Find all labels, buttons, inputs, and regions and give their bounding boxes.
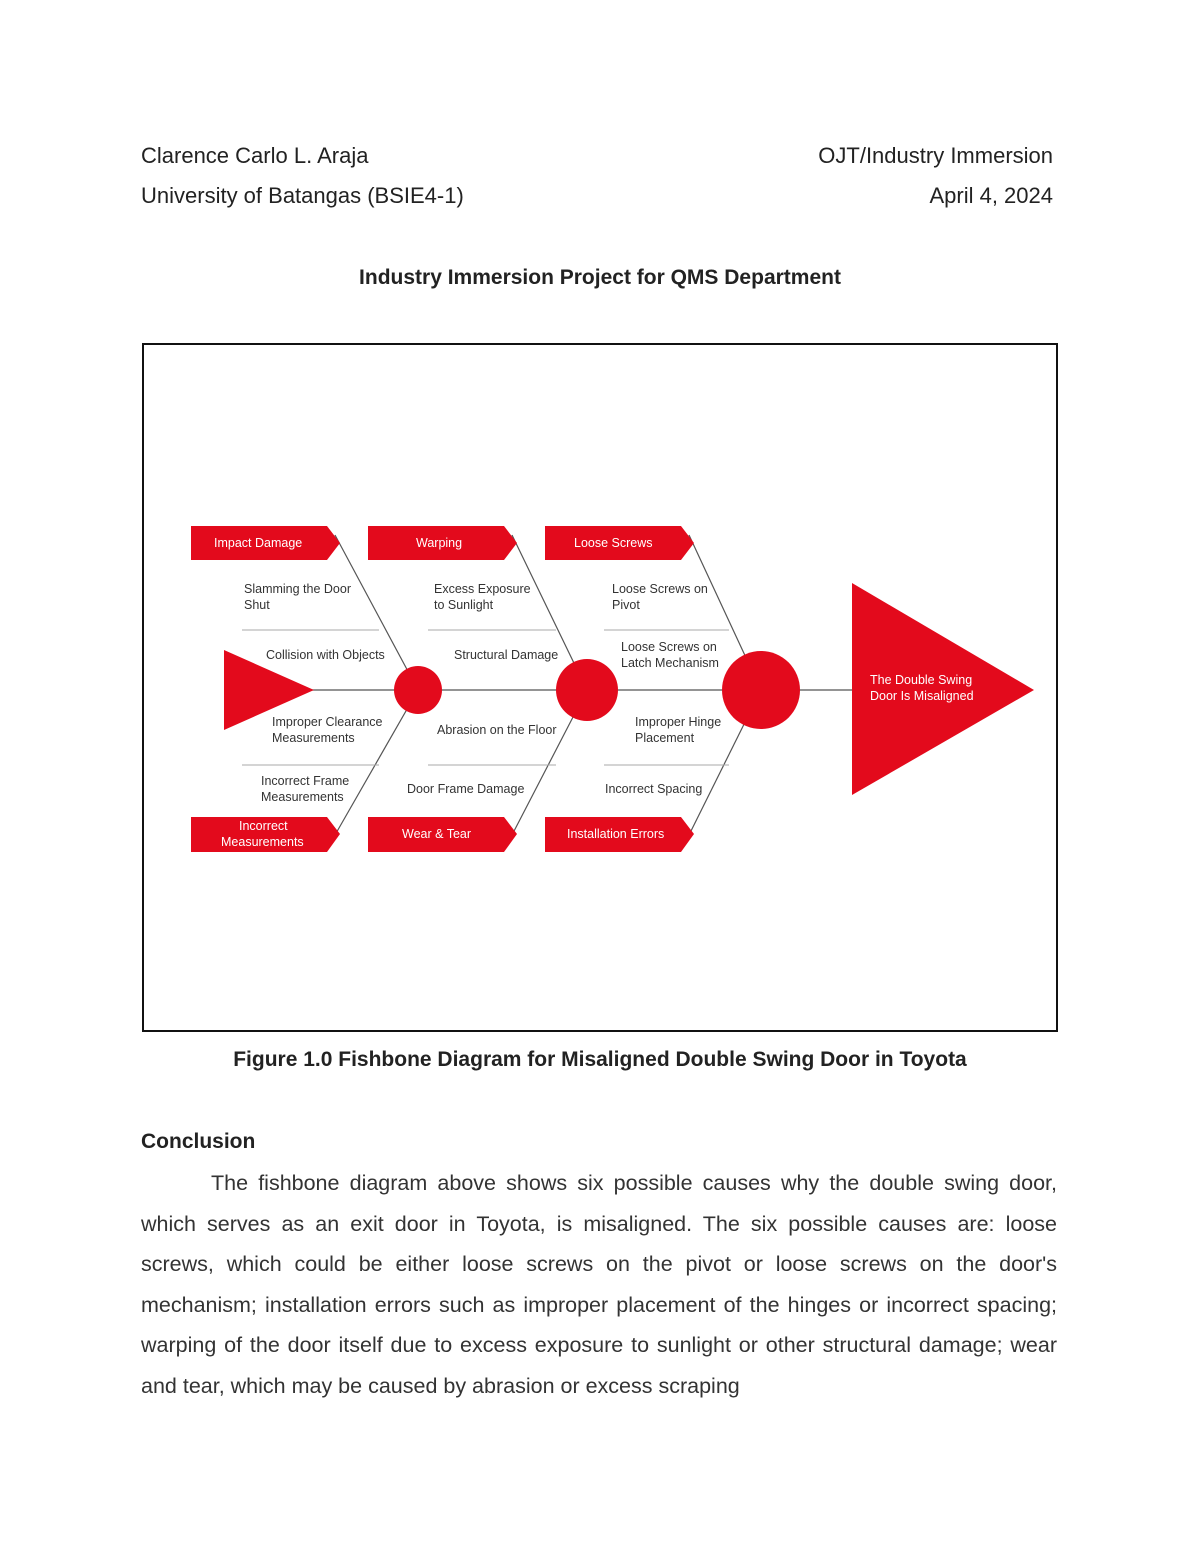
cause-label: Incorrect Spacing xyxy=(605,782,703,796)
cause-label: Loose Screws on xyxy=(621,640,717,654)
cause-label: Placement xyxy=(635,731,695,745)
figure-caption: Figure 1.0 Fishbone Diagram for Misaligned Double Swing Door in Toyota xyxy=(233,1048,967,1071)
cause-label: Collision with Objects xyxy=(266,648,385,662)
document-date: April 4, 2024 xyxy=(929,183,1053,208)
category-incorrect-measurements-line2: Measurements xyxy=(221,835,304,849)
cause-label: to Sunlight xyxy=(434,598,494,612)
category-warping: Warping xyxy=(416,536,463,550)
university-name: University of Batangas (BSIE4-1) xyxy=(141,183,464,208)
effect-line-1: The Double Swing xyxy=(870,673,973,687)
category-incorrect-measurements-line1: Incorrect xyxy=(239,819,288,833)
cause-label: Shut xyxy=(244,598,270,612)
effect-line-2: Door Is Misaligned xyxy=(870,689,974,703)
cause-label: Pivot xyxy=(612,598,640,612)
cause-label: Door Frame Damage xyxy=(407,782,525,796)
cause-label: Slamming the Door xyxy=(244,582,351,596)
author-name: Clarence Carlo L. Araja xyxy=(141,143,369,168)
cause-label: Improper Hinge xyxy=(635,715,722,729)
category-loose-screws: Loose Screws xyxy=(574,536,653,550)
cause-label: Measurements xyxy=(272,731,355,745)
cause-label: Loose Screws on xyxy=(612,582,708,596)
conclusion-heading: Conclusion xyxy=(141,1130,256,1153)
cause-label: Excess Exposure xyxy=(434,582,531,596)
course-name: OJT/Industry Immersion xyxy=(818,143,1053,168)
cause-label: Abrasion on the Floor xyxy=(437,723,557,737)
category-wear-tear: Wear & Tear xyxy=(402,827,472,841)
document-title: Industry Immersion Project for QMS Department xyxy=(359,266,841,289)
category-installation-errors: Installation Errors xyxy=(567,827,665,841)
cause-label: Improper Clearance xyxy=(272,715,383,729)
cause-label: Incorrect Frame xyxy=(261,774,350,788)
junction-circle xyxy=(394,666,442,714)
conclusion-paragraph: The fishbone diagram above shows six possible causes why the double swing door, which serves as an exit door in Toyota, is misaligned. The six possible causes are: loose screws, which could be either loose screws on the pivot or loose screws on the door's mechanism; installation errors such as improper placement of the hinges or incorrect spacing; warping of the door itself due to excess exposure to sunlight or other structural damage; wear and tear, which may be caused by abrasion or excess scraping xyxy=(141,1171,1057,1398)
category-impact-damage: Impact Damage xyxy=(214,536,303,550)
cause-label: Structural Damage xyxy=(454,648,559,662)
cause-label: Latch Mechanism xyxy=(621,656,719,670)
junction-circle xyxy=(722,651,800,729)
junction-circle xyxy=(556,659,618,721)
fishbone-diagram xyxy=(144,345,1056,1030)
figure-frame xyxy=(142,343,1058,1032)
bone-incorrect-measurements xyxy=(335,690,418,835)
cause-label: Measurements xyxy=(261,790,344,804)
